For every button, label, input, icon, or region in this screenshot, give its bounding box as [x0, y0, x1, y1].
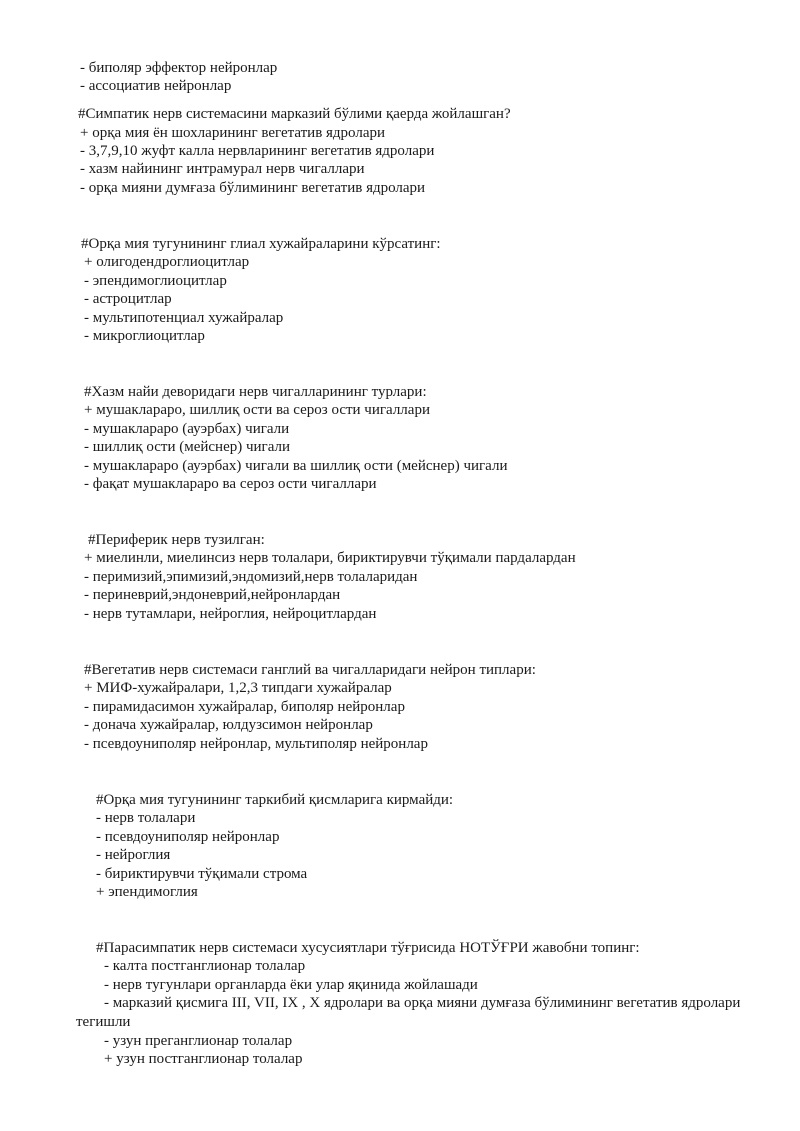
- question-title: #Вегетатив нерв системаси ганглий ва чигалларидаги нейрон типлари:: [84, 662, 536, 678]
- answer-option: + орқа мия ён шохларининг вегетатив ядролари: [80, 125, 386, 141]
- answer-option: - биполяр эффектор нейронлар: [80, 60, 278, 76]
- question-title: #Периферик нерв тузилган:: [88, 532, 265, 548]
- answer-option: + узун постганглионар толалар: [104, 1051, 303, 1067]
- answer-option: - нерв тутамлари, нейроглия, нейроцитлардан: [84, 606, 377, 622]
- answer-option: - перимизий,эпимизий,эндомизий,нерв толаларидан: [84, 569, 418, 585]
- answer-option: + миелинли, миелинсиз нерв толалари, бириктирувчи тўқимали пардалардан: [84, 550, 576, 566]
- question-title: #Парасимпатик нерв системаси хусусиятлари тўғрисида НОТЎҒРИ жавобни топинг:: [96, 940, 640, 956]
- answer-option: - хазм найининг интрамурал нерв чигаллари: [80, 161, 365, 177]
- answer-option: + мушакларaро, шиллиқ ости ва сероз ости чигаллари: [84, 402, 430, 418]
- answer-option: + эпендимоглия: [96, 884, 198, 900]
- answer-option: - 3,7,9,10 жуфт калла нервларининг вегетатив ядролари: [80, 143, 435, 159]
- answer-option: - мультипотенциал хужайралар: [84, 310, 284, 326]
- answer-option: - мушакларaро (ауэрбах) чигали: [84, 421, 290, 437]
- answer-option: - микроглиоцитлар: [84, 328, 205, 344]
- question-title: #Орқа мия тугунининг таркибий қисмларига кирмайди:: [96, 792, 454, 808]
- question-title: #Симпатик нерв системасини марказий бўлими қаерда жойлашган?: [78, 106, 511, 122]
- question-title: #Орқа мия тугунининг глиал хужайраларини кўрсатинг:: [81, 236, 441, 252]
- answer-option: - псевдоуниполяр нейронлар, мультиполяр нейронлар: [84, 736, 428, 752]
- answer-option: - узун преганглионар толалар: [104, 1033, 293, 1049]
- answer-option: - донача хужайралар, юлдузсимон нейронлар: [84, 717, 373, 733]
- answer-option: - нерв толалари: [96, 810, 196, 826]
- answer-option: + МИФ-хужайралари, 1,2,3 типдаги хужайралар: [84, 680, 392, 696]
- answer-option: - ассоциатив нейронлар: [80, 78, 232, 94]
- answer-option: - орқа мияни думғаза бўлимининг вегетатив ядролари: [80, 180, 426, 196]
- answer-option: - псевдоуниполяр нейронлар: [96, 829, 280, 845]
- answer-option: - бириктирувчи тўқимали строма: [96, 866, 308, 882]
- answer-option: - нерв тугунлари органларда ёки улар яқинида жойлашади: [104, 977, 478, 993]
- answer-option: - фақат мушакларaро ва сероз ости чигаллари: [84, 476, 377, 492]
- answer-option: - калта постганглионар толалар: [104, 958, 306, 974]
- answer-option: - астроцитлар: [84, 291, 172, 307]
- answer-option: - периневрий,эндоневрий,нейронлардан: [84, 587, 341, 603]
- answer-option: + олигодендроглиоцитлар: [84, 254, 250, 270]
- answer-option: - нейроглия: [96, 847, 171, 863]
- question-title: #Хазм найи деворидаги нерв чигалларининг турлари:: [84, 384, 427, 400]
- answer-option: - шиллиқ ости (мейснер) чигали: [84, 439, 291, 455]
- answer-option: - пирамидасимон хужайралар, биполяр нейронлар: [84, 699, 405, 715]
- answer-option: - эпендимоглиоцитлар: [84, 273, 227, 289]
- answer-option: - мушакларaро (ауэрбах) чигали ва шиллиқ ости (мейснер) чигали: [84, 458, 508, 474]
- answer-option: - марказий қисмига III, VII, IX , X ядролари ва орқа мияни думғаза бўлимининг вегетатив ядролари тегишли: [76, 995, 741, 1030]
